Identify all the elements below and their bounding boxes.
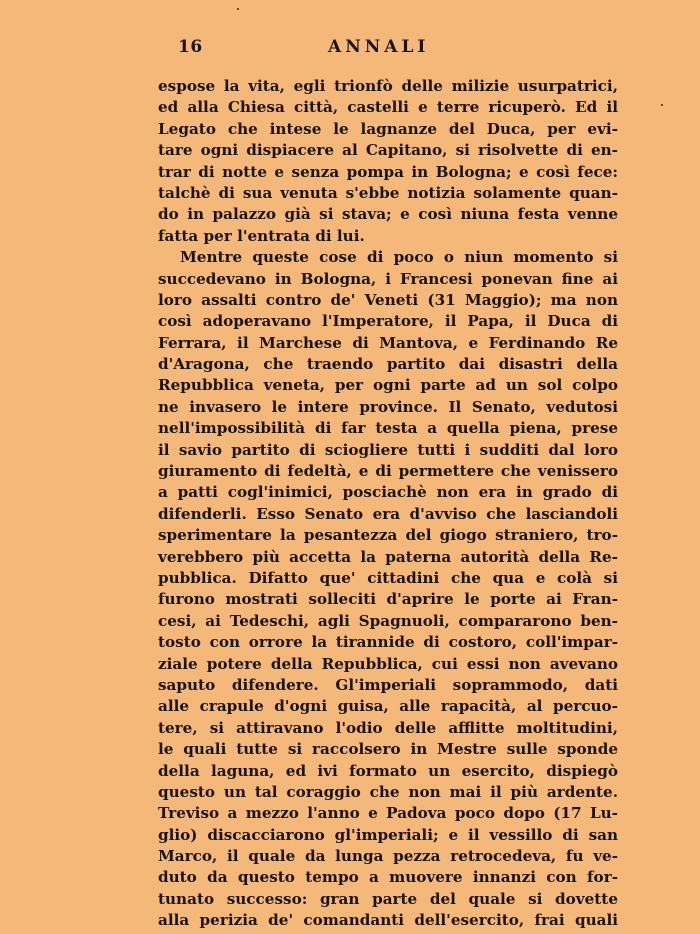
text-line: trar di notte e senza pompa in Bologna; e così fece: bbox=[158, 162, 618, 181]
text-line: glio) discacciarono gl'imperiali; e il vessillo di san bbox=[158, 825, 618, 844]
text-line: pubblica. Difatto que' cittadini che qua e colà si bbox=[158, 568, 618, 587]
running-head: ANNALI bbox=[328, 37, 430, 57]
paragraph-end-line: fatta per l'entrata di lui. bbox=[158, 226, 365, 245]
text-line: cesi, ai Tedeschi, agli Spagnuoli, compararono ben- bbox=[158, 611, 618, 630]
text-line: questo un tal coraggio che non mai il più ardente. bbox=[158, 782, 618, 801]
text-line: sperimentare la pesantezza del giogo straniero, tro- bbox=[158, 526, 618, 545]
text-line: della laguna, ed ivi formato un esercito, dispiegò bbox=[158, 761, 618, 780]
text-line: loro assalti contro de' Veneti (31 Maggio); ma non bbox=[158, 290, 618, 309]
text-line: alle crapule d'ogni guisa, alle rapacità, al percuo- bbox=[158, 697, 618, 716]
text-line: ziale potere della Repubblica, cui essi non avevano bbox=[158, 654, 618, 673]
text-line: tere, si attiravano l'odio delle afflitte moltitudini, bbox=[158, 718, 618, 737]
text-line: tosto con orrore la tirannide di costoro, coll'impar- bbox=[158, 633, 618, 652]
ink-speck bbox=[661, 104, 663, 106]
text-line: alla perizia de' comandanti dell'esercito, frai quali bbox=[158, 911, 618, 930]
text-line: tunato successo: gran parte del quale si dovette bbox=[158, 889, 618, 908]
text-line: succedevano in Bologna, i Francesi ponevan fine ai bbox=[158, 269, 618, 288]
text-line: a patti cogl'inimici, posciachè non era in grado di bbox=[158, 483, 618, 502]
text-line: ed alla Chiesa città, castelli e terre ricuperò. Ed il bbox=[158, 98, 618, 117]
text-line: Treviso a mezzo l'anno e Padova poco dopo (17 Lu- bbox=[158, 804, 618, 823]
text-line: Repubblica veneta, per ogni parte ad un sol colpo bbox=[158, 376, 618, 395]
text-line: espose la vita, egli trionfò delle milizie usurpatrici, bbox=[158, 77, 618, 95]
page-header bbox=[178, 37, 618, 59]
text-line: saputo difendere. Gl'imperiali soprammodo, dati bbox=[158, 675, 618, 694]
text-line: d'Aragona, che traendo partito dai disastri della bbox=[158, 355, 618, 374]
page-number: 16 bbox=[178, 37, 203, 57]
text-line: Marco, il quale da lunga pezza retrocedeva, fu ve- bbox=[158, 847, 618, 866]
text-line: duto da questo tempo a muovere innanzi con for- bbox=[158, 868, 618, 887]
text-line: difenderli. Esso Senato era d'avviso che lasciandoli bbox=[158, 504, 618, 523]
text-line: verebbero più accetta la paterna autorità della Re- bbox=[158, 547, 618, 566]
text-line: nell'impossibilità di far testa a quella piena, prese bbox=[158, 419, 618, 438]
text-line: così adoperavano l'Imperatore, il Papa, il Duca di bbox=[158, 312, 618, 331]
text-line: Ferrara, il Marchese di Mantova, e Ferdinando Re bbox=[158, 333, 618, 352]
text-line: talchè di sua venuta s'ebbe notizia solamente quan- bbox=[158, 183, 618, 202]
text-line: ne invasero le intere province. Il Senato, vedutosi bbox=[158, 397, 618, 416]
paragraph-start-line: Mentre queste cose di poco o niun momento si bbox=[180, 248, 618, 267]
body-text bbox=[158, 76, 618, 932]
text-line: il savio partito di sciogliere tutti i sudditi dal loro bbox=[158, 440, 618, 459]
text-line: giuramento di fedeltà, e di permettere che venissero bbox=[158, 462, 618, 481]
text-line: tare ogni dispiacere al Capitano, si risolvette di en- bbox=[158, 141, 618, 160]
text-line: le quali tutte si raccolsero in Mestre sulle sponde bbox=[158, 740, 618, 759]
text-line: do in palazzo già si stava; e così niuna festa venne bbox=[158, 205, 618, 224]
text-line: Legato che intese le lagnanze del Duca, per evi- bbox=[158, 119, 618, 138]
text-line: furono mostrati solleciti d'aprire le porte ai Fran- bbox=[158, 590, 618, 609]
ink-speck bbox=[237, 8, 239, 10]
